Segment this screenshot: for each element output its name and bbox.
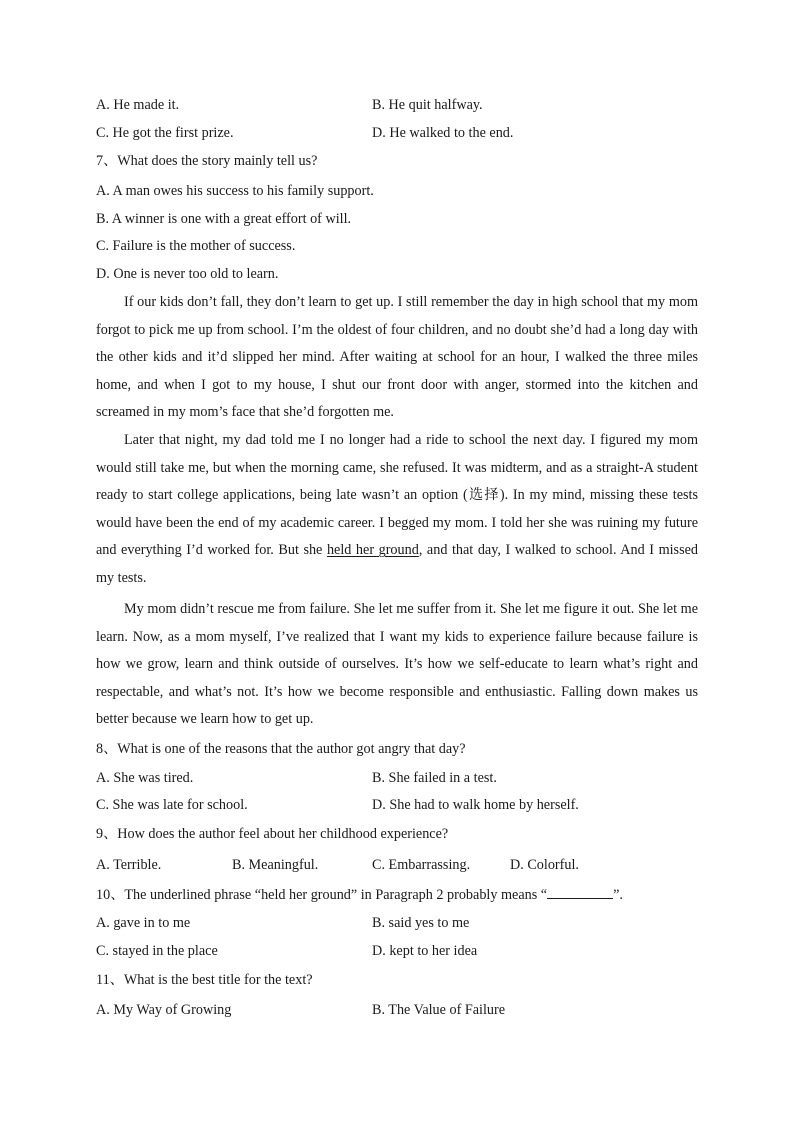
passage-paragraph-1: If our kids don’t fall, they don’t learn to get up. I still remember the day in high school that my mom forgot to pick me up from school. I’m the oldest of four children, and no doubt she’d had a long day with the other kids and it’d slipped her mind. After waiting at school for an hour, I walked the three miles home, and when I got to my house, I shut our front door with anger, stormed into the kitchen and screamed in my mom’s face that she’d forgotten me. [96,294,698,421]
q11-question: 11、What is the best title for the text? [96,972,313,988]
q9-option-d: D. Colorful. [510,857,579,873]
q6-option-a: A. He made it. [96,97,180,113]
q10-option-d: D. kept to her idea [372,943,478,959]
q10-option-b: B. said yes to me [372,915,470,931]
q7-option-a: A. A man owes his success to his family support. [96,183,374,199]
q11-option-b: B. The Value of Failure [372,1002,506,1018]
q6-option-d: D. He walked to the end. [372,125,514,141]
q7-option-c: C. Failure is the mother of success. [96,238,296,254]
q6-option-c: C. He got the first prize. [96,125,234,141]
passage-paragraph-3: My mom didn’t rescue me from failure. She let me suffer from it. She let me figure it out. She let me learn. Now, as a mom myself, I’ve realized that I want my kids to experience failure because failure is how we grow, learn and think outside of ourselves. It’s how we self-educate to learn what’s right and respectable, and what’s not. It’s how we become responsible and enthusiastic. Falling down makes us better because we learn how to get up. [96,601,698,728]
q8-option-d: D. She had to walk home by herself. [372,797,579,813]
q9-option-b: B. Meaningful. [232,857,319,873]
q10-question [96,884,623,905]
answer-blank [547,884,613,899]
passage-paragraph-2 [96,427,698,593]
paragraph-2-text: Later that night, my dad told me I no longer had a ride to school the next day. I figured my mom would still take me, but when the morning came, she refused. It was midterm, and as a straight-A student ready to start college applications, being late wasn’t an option (选择). In my mind, missing these tests would have been the end of my academic career. I begged my mom. I told her she was ruining my future and everything I’d worked for. But she [96,432,698,559]
q10-option-a: A. gave in to me [96,915,191,931]
q9-option-c: C. Embarrassing. [372,857,471,873]
q9-option-a: A. Terrible. [96,857,162,873]
q8-option-c: C. She was late for school. [96,797,248,813]
paragraph-2-ending: , and that day, I walked to school. And I missed my tests. [96,542,698,586]
q10-question-end: ”. [613,887,623,903]
q6-option-b: B. He quit halfway. [372,97,483,113]
q10-question-text: 10、The underlined phrase “held her ground” in Paragraph 2 probably means “ [96,887,548,903]
q8-question: 8、What is one of the reasons that the author got angry that day? [96,741,466,757]
q8-option-b: B. She failed in a test. [372,770,497,786]
q10-option-c: C. stayed in the place [96,943,218,959]
underlined-phrase: held her ground [326,542,419,559]
q9-question: 9、How does the author feel about her childhood experience? [96,826,449,842]
q7-option-d: D. One is never too old to learn. [96,266,279,282]
q8-option-a: A. She was tired. [96,770,194,786]
q11-option-a: A. My Way of Growing [96,1002,232,1018]
q7-question: 7、What does the story mainly tell us? [96,153,318,169]
q7-option-b: B. A winner is one with a great effort of will. [96,211,352,227]
